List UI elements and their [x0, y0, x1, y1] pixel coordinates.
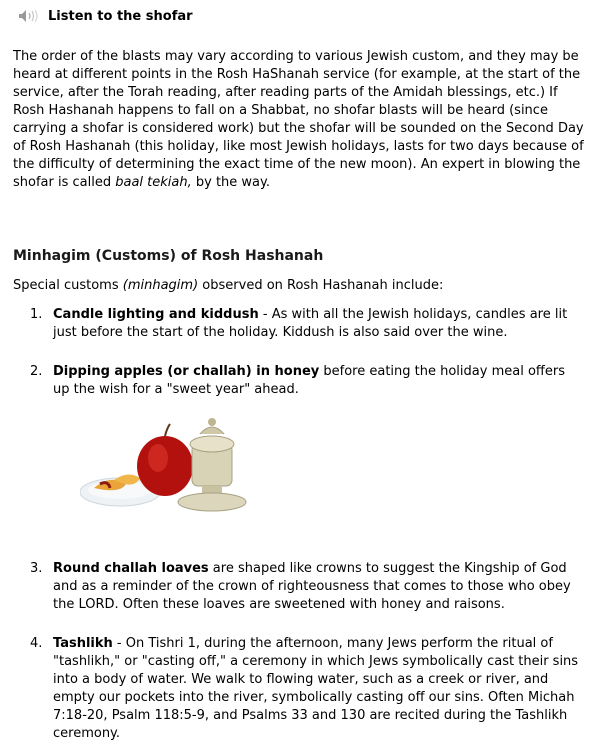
list-item-title: Candle lighting and kiddush [53, 307, 259, 322]
list-item: 3. Round challah loaves are shaped like crowns to suggest the Kingship of God and as a reminder of the crown of righteousness that comes to those who obey the LORD. Often these loaves are sweetened with honey and raisons. [30, 561, 571, 612]
list-item: 2. Dipping apples (or challah) in honey before eating the holiday meal offers up the wish for a "sweet year" ahead. [30, 364, 565, 397]
section-heading: Minhagim (Customs) of Rosh Hashanah [13, 248, 324, 264]
list-item-number: 4. [30, 636, 43, 651]
baal-tekiah-term: baal tekiah, [115, 175, 192, 190]
shofar-paragraph: The order of the blasts may vary according to various Jewish custom, and they may be heard at different points in the Rosh HaShanah service (for example, at the start of the service, after the Torah reading, after reading parts of the Amidah blessings, etc.) If Rosh Hashanah happens to fall on a Shabbat, no shofar blasts will be heard (since carrying a shofar is considered work) but the shofar will be sounded on the Second Day of Rosh Hashanah (this holiday, like most Jewish holidays, lasts for two days because of the difficulty of determining the exact time of the new moon). An expert in blowing the shofar is called baal tekiah, by the way. [13, 49, 584, 190]
list-item-number: 3. [30, 561, 43, 576]
list-item-title: Round challah loaves [53, 561, 209, 576]
list-item-title: Dipping apples (or challah) in honey [53, 364, 320, 379]
listen-label[interactable]: Listen to the shofar [48, 8, 193, 24]
list-item-title: Tashlikh [53, 636, 113, 651]
section-intro: Special customs (minhagim) observed on Rosh Hashanah include: [13, 278, 444, 293]
list-item-number: 1. [30, 307, 43, 322]
speaker-icon[interactable] [18, 9, 40, 23]
apple-honey-image [80, 414, 256, 516]
list-item: 4. Tashlikh - On Tishri 1, during the afternoon, many Jews perform the ritual of "tashlikh," or "casting off," a ceremony in which Jews symbolically cast their sins into a body of water. We walk to flowing water, such as a creek or river, and empty our pockets into the river, symbolically casting off our sins. Often Michah 7:18-20, Psalm 118:5-9, and Psalms 33 and 130 are recited during the Tashlikh ceremony. [30, 636, 579, 741]
listen-to-shofar-link[interactable] [18, 8, 193, 24]
list-item: 1. Candle lighting and kiddush - As with all the Jewish holidays, candles are lit just before the start of the holiday. Kiddush is also said over the wine. [30, 307, 568, 340]
list-item-number: 2. [30, 364, 43, 379]
